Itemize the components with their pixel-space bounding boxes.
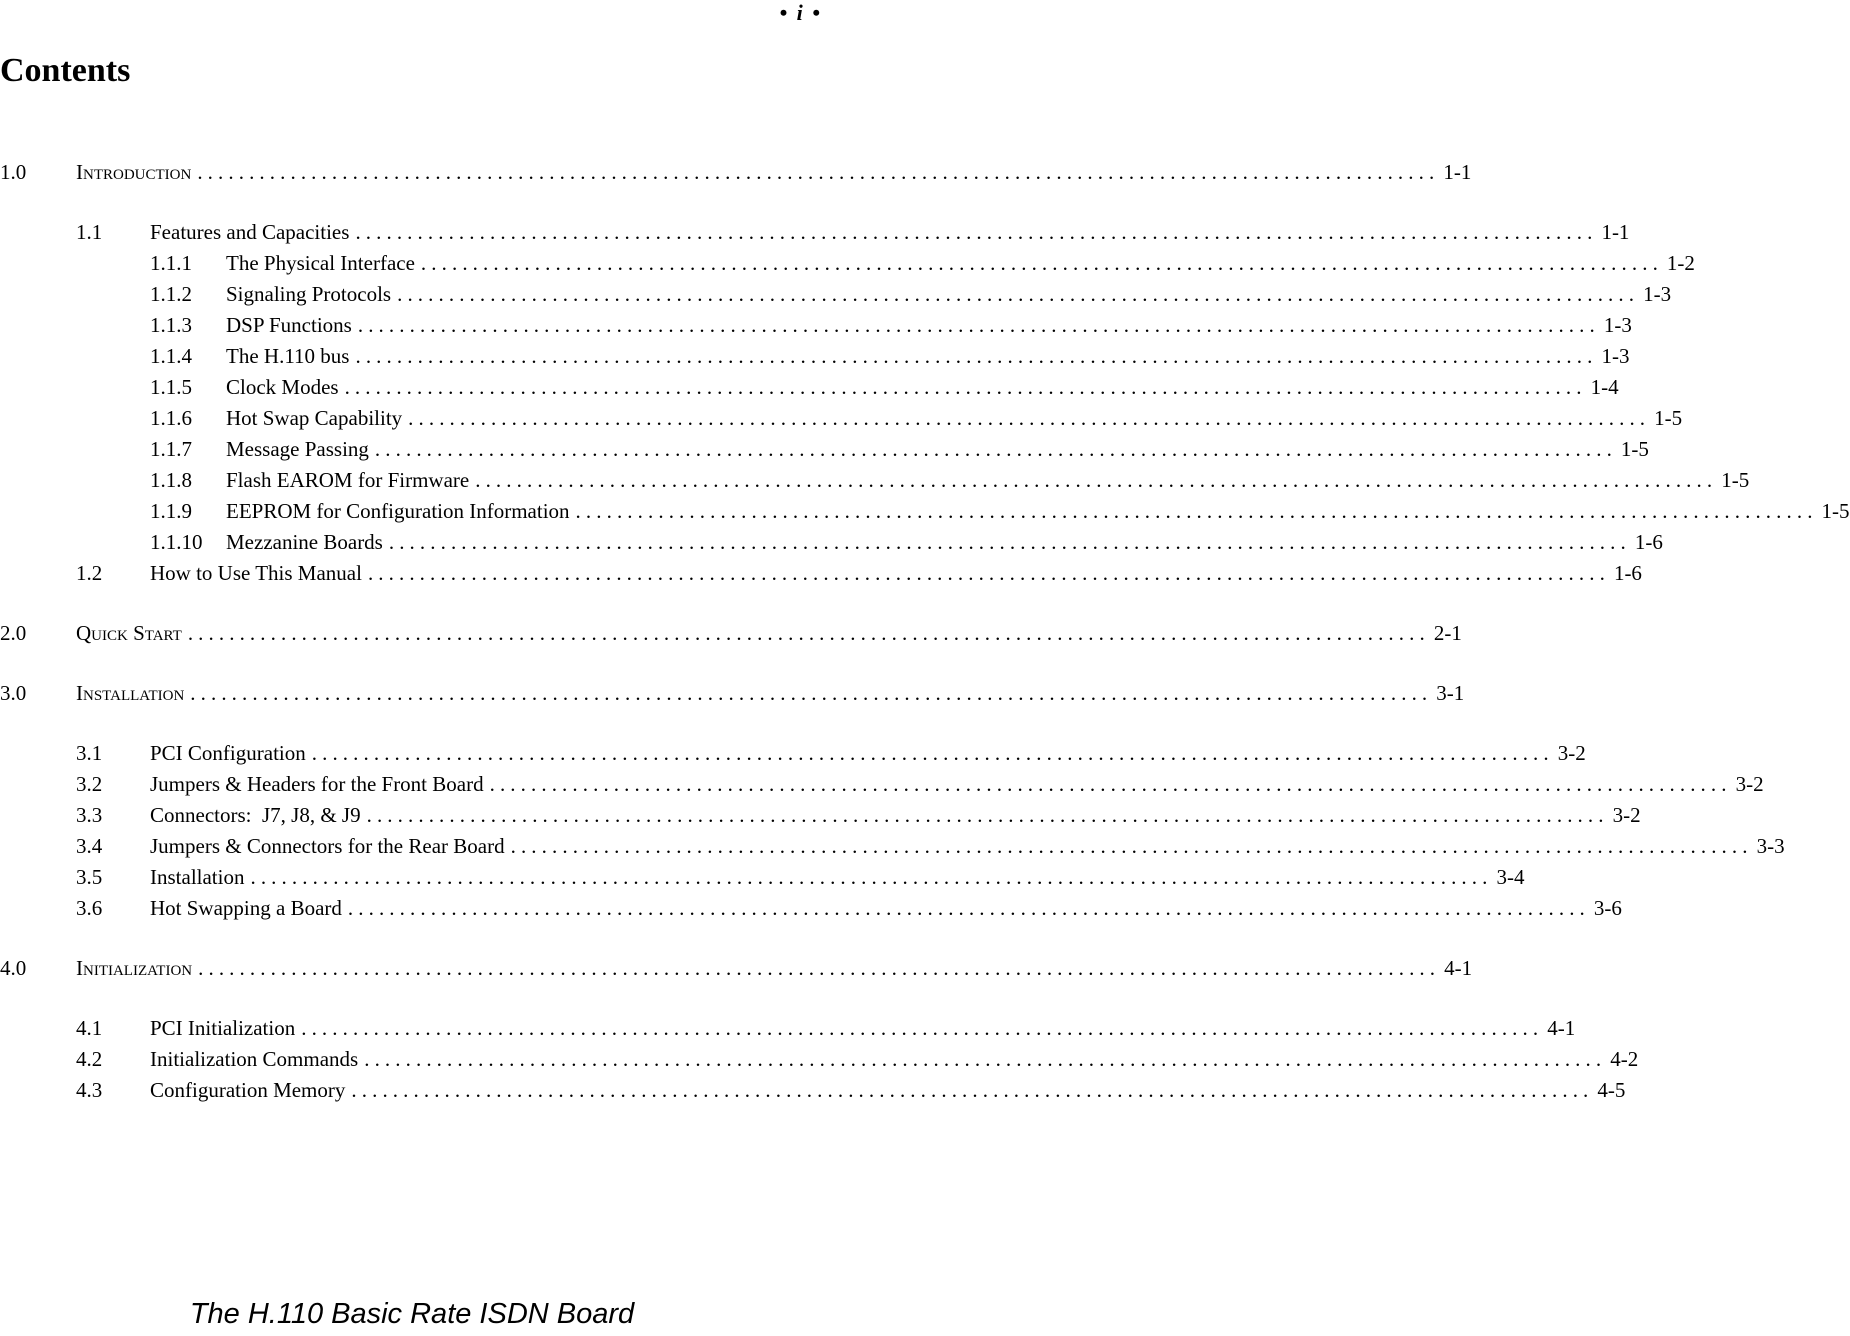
toc-page: 1-5 bbox=[1620, 437, 1649, 461]
toc-entry[interactable] bbox=[0, 279, 1672, 310]
toc-entry[interactable] bbox=[0, 678, 1465, 709]
toc-page: 1-5 bbox=[1654, 406, 1683, 430]
toc-page: 1-5 bbox=[1821, 499, 1850, 523]
toc-title: Introduction bbox=[76, 160, 192, 184]
dot-leader: ........................................................................................................................ bbox=[190, 681, 1433, 705]
toc-number: 3.4 bbox=[76, 834, 103, 858]
toc-page: 1-6 bbox=[1613, 561, 1642, 585]
toc-number: 1.0 bbox=[0, 160, 27, 184]
toc-number: 4.3 bbox=[76, 1078, 103, 1102]
toc-title: PCI Initialization bbox=[150, 1016, 296, 1040]
table-of-contents bbox=[0, 157, 1850, 1106]
toc-page: 3-2 bbox=[1557, 741, 1586, 765]
dot-leader: ........................................................................................................................ bbox=[355, 344, 1598, 368]
toc-page: 1-1 bbox=[1601, 220, 1630, 244]
toc-page: 1-1 bbox=[1443, 160, 1472, 184]
toc-page: 4-2 bbox=[1610, 1047, 1639, 1071]
toc-entry[interactable] bbox=[0, 157, 1472, 188]
dot-leader: ........................................................................................................................ bbox=[311, 741, 1554, 765]
toc-entry[interactable] bbox=[0, 496, 1850, 527]
toc-page: 3-1 bbox=[1436, 681, 1465, 705]
toc-title: DSP Functions bbox=[226, 313, 352, 337]
toc-number: 4.0 bbox=[0, 956, 27, 980]
dot-leader: ........................................................................................................................ bbox=[187, 621, 1430, 645]
toc-entry[interactable] bbox=[0, 403, 1683, 434]
dot-leader: ........................................................................................................................ bbox=[374, 437, 1617, 461]
toc-number: 3.3 bbox=[76, 803, 103, 827]
toc-number: 1.1.6 bbox=[150, 406, 192, 430]
toc-entry[interactable] bbox=[0, 800, 1641, 831]
dot-leader: ........................................................................................................................ bbox=[250, 865, 1493, 889]
footer-title: The H.110 Basic Rate ISDN Board bbox=[189, 1298, 635, 1330]
toc-page: 4-1 bbox=[1547, 1016, 1576, 1040]
dot-leader: ........................................................................................................................ bbox=[351, 1078, 1594, 1102]
dot-leader: ........................................................................................................................ bbox=[388, 530, 1631, 554]
toc-title: Mezzanine Boards bbox=[226, 530, 383, 554]
toc-entry[interactable] bbox=[0, 1013, 1576, 1044]
dot-leader: ........................................................................................................................ bbox=[575, 499, 1818, 523]
toc-page: 1-3 bbox=[1643, 282, 1672, 306]
toc-title: Initialization bbox=[76, 956, 193, 980]
toc-entry[interactable] bbox=[0, 527, 1663, 558]
toc-entry[interactable] bbox=[0, 372, 1619, 403]
dot-leader: ........................................................................................................................ bbox=[408, 406, 1651, 430]
toc-title: Configuration Memory bbox=[150, 1078, 346, 1102]
toc-number: 4.1 bbox=[76, 1016, 103, 1040]
toc-page: 2-1 bbox=[1433, 621, 1462, 645]
toc-entry[interactable] bbox=[0, 738, 1586, 769]
dot-leader: ........................................................................................................................ bbox=[344, 375, 1587, 399]
toc-number: 1.1 bbox=[76, 220, 103, 244]
toc-title: Clock Modes bbox=[226, 375, 339, 399]
toc-number: 2.0 bbox=[0, 621, 27, 645]
dot-leader: ........................................................................................................................ bbox=[198, 956, 1441, 980]
toc-entry[interactable] bbox=[0, 862, 1525, 893]
dot-leader: ........................................................................................................................ bbox=[475, 468, 1718, 492]
toc-page: 1-3 bbox=[1601, 344, 1630, 368]
dot-leader: ........................................................................................................................ bbox=[364, 1047, 1607, 1071]
dot-leader: ........................................................................................................................ bbox=[366, 803, 1609, 827]
toc-title: Signaling Protocols bbox=[226, 282, 392, 306]
toc-entry[interactable] bbox=[0, 217, 1630, 248]
dot-leader: ........................................................................................................................ bbox=[197, 160, 1440, 184]
toc-entry[interactable] bbox=[0, 1044, 1639, 1075]
dot-leader: ........................................................................................................................ bbox=[489, 772, 1732, 796]
toc-number: 3.5 bbox=[76, 865, 103, 889]
toc-title: How to Use This Manual bbox=[150, 561, 362, 585]
toc-number: 4.2 bbox=[76, 1047, 103, 1071]
toc-number: 3.0 bbox=[0, 681, 27, 705]
toc-entry[interactable] bbox=[0, 248, 1695, 279]
toc-page: 3-4 bbox=[1496, 865, 1525, 889]
toc-title: The Physical Interface bbox=[226, 251, 415, 275]
toc-entry[interactable] bbox=[0, 769, 1764, 800]
toc-page: 3-2 bbox=[1735, 772, 1764, 796]
dot-leader: ........................................................................................................................ bbox=[420, 251, 1663, 275]
toc-entry[interactable] bbox=[0, 465, 1750, 496]
toc-page: 3-6 bbox=[1593, 896, 1622, 920]
dot-leader: ........................................................................................................................ bbox=[510, 834, 1753, 858]
toc-page: 4-1 bbox=[1444, 956, 1473, 980]
toc-title: Installation bbox=[76, 681, 185, 705]
toc-title: The H.110 bus bbox=[226, 344, 350, 368]
toc-number: 3.1 bbox=[76, 741, 103, 765]
page-title: Contents bbox=[0, 52, 131, 89]
toc-page: 3-3 bbox=[1756, 834, 1785, 858]
toc-number: 1.2 bbox=[76, 561, 103, 585]
dot-leader: ........................................................................................................................ bbox=[397, 282, 1640, 306]
toc-page: 1-3 bbox=[1603, 313, 1632, 337]
toc-title: Initialization Commands bbox=[150, 1047, 359, 1071]
toc-entry[interactable] bbox=[0, 953, 1473, 984]
toc-entry[interactable] bbox=[0, 434, 1649, 465]
toc-number: 1.1.8 bbox=[150, 468, 192, 492]
toc-title: EEPROM for Configuration Information bbox=[226, 499, 570, 523]
toc-page: 1-6 bbox=[1634, 530, 1663, 554]
toc-title: Jumpers & Connectors for the Rear Board bbox=[150, 834, 505, 858]
toc-number: 3.2 bbox=[76, 772, 103, 796]
toc-entry[interactable] bbox=[0, 558, 1642, 589]
toc-number: 1.1.1 bbox=[150, 251, 192, 275]
toc-title: Hot Swap Capability bbox=[226, 406, 403, 430]
toc-title: Jumpers & Headers for the Front Board bbox=[150, 772, 484, 796]
toc-entry[interactable] bbox=[0, 341, 1630, 372]
toc-title: Flash EAROM for Firmware bbox=[226, 468, 470, 492]
toc-title: PCI Configuration bbox=[150, 741, 306, 765]
toc-title: Hot Swapping a Board bbox=[150, 896, 342, 920]
toc-number: 1.1.3 bbox=[150, 313, 192, 337]
toc-title: Features and Capacities bbox=[150, 220, 350, 244]
toc-number: 1.1.5 bbox=[150, 375, 192, 399]
page-number: • i • bbox=[779, 0, 822, 25]
dot-leader: ........................................................................................................................ bbox=[355, 220, 1598, 244]
toc-number: 3.6 bbox=[76, 896, 103, 920]
toc-page: 3-2 bbox=[1612, 803, 1641, 827]
toc-number: 1.1.4 bbox=[150, 344, 192, 368]
toc-page: 1-5 bbox=[1721, 468, 1750, 492]
toc-entry[interactable] bbox=[0, 310, 1632, 341]
toc-page: 1-4 bbox=[1590, 375, 1619, 399]
toc-number: 1.1.10 bbox=[150, 530, 203, 554]
toc-entry[interactable] bbox=[0, 893, 1622, 924]
toc-number: 1.1.9 bbox=[150, 499, 192, 523]
toc-title: Message Passing bbox=[226, 437, 369, 461]
toc-entry[interactable] bbox=[0, 618, 1462, 649]
toc-title: Connectors: J7, J8, & J9 bbox=[150, 803, 361, 827]
toc-entry[interactable] bbox=[0, 831, 1785, 862]
toc-number: 1.1.2 bbox=[150, 282, 192, 306]
dot-leader: ........................................................................................................................ bbox=[301, 1016, 1544, 1040]
toc-entry[interactable] bbox=[0, 1075, 1626, 1106]
dot-leader: ........................................................................................................................ bbox=[367, 561, 1610, 585]
toc-page: 4-5 bbox=[1597, 1078, 1626, 1102]
toc-title: Quick Start bbox=[76, 621, 182, 645]
toc-title: Installation bbox=[150, 865, 245, 889]
dot-leader: ........................................................................................................................ bbox=[357, 313, 1600, 337]
dot-leader: ........................................................................................................................ bbox=[347, 896, 1590, 920]
toc-page: 1-2 bbox=[1666, 251, 1695, 275]
toc-number: 1.1.7 bbox=[150, 437, 192, 461]
